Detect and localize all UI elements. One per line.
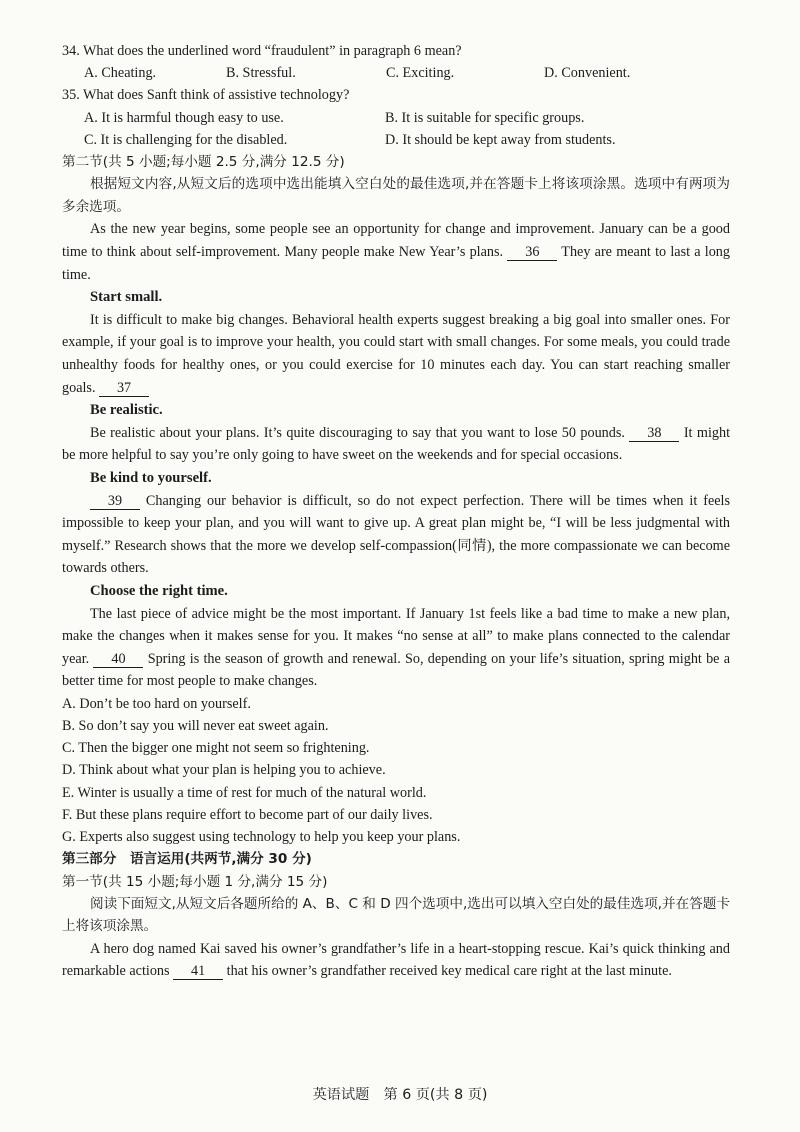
intro-text: As the new year begins, some people see an opportunity for change and improvement. January can be a good time to think about self-improvement. Many people make New Year’s plans. (62, 221, 730, 260)
heading-be-kind: Be kind to yourself. (90, 469, 212, 486)
answer-option-c: C. Then the bigger one might not seem so frightening. (62, 740, 370, 757)
paragraph-be-kind (62, 490, 730, 580)
q35-options-row2 (62, 129, 730, 151)
answer-options (62, 693, 730, 848)
answer-option-b: B. So don’t say you will never eat sweet again. (62, 718, 329, 735)
p4b-text: Spring is the season of growth and renewal. So, depending on your life’s situation, spring might be a better time for most people to make changes. (62, 650, 731, 690)
passage-intro (62, 218, 730, 286)
section2-title: 第二节(共 5 小题;每小题 2.5 分,满分 12.5 分) (62, 154, 345, 171)
p2b-text: It might be more helpful to say you’re only going to have sweet on the weekends and for special occasions. (62, 424, 731, 464)
blank-36: 36 (507, 244, 557, 261)
part3-title: 第三部分 语言运用(共两节,满分 30 分) (62, 851, 312, 868)
section2-instruction: 根据短文内容,从短文后的选项中选出能填入空白处的最佳选项,并在答题卡上将该项涂黑。选项中有两项为多余选项。 (62, 176, 730, 215)
q34-option-d: D. Convenient. (544, 65, 631, 82)
answer-option-f: F. But these plans require effort to become part of our daily lives. (62, 806, 433, 823)
q35-option-a: A. It is harmful though easy to use. (84, 109, 284, 126)
paragraph-be-realistic (62, 422, 730, 467)
part3-section1-title: 第一节(共 15 小题;每小题 1 分,满分 15 分) (62, 873, 328, 890)
blank-39: 39 (90, 493, 140, 510)
q35-stem: 35. What does Sanft think of assistive technology? (62, 87, 350, 104)
page-footer: 英语试题 第 6 页(共 8 页) (312, 1087, 488, 1103)
blank-38: 38 (629, 425, 679, 442)
p3-text: Changing our behavior is difficult, so do not expect perfection. There will be times when it feels impossible to keep your plan, and you will want to give up. A great plan might be, “I will be less judgmental with myself.” Research shows that the more we develop self-compassion(同情), the more compassionate we can become towards others. (62, 492, 730, 577)
answer-option-a: A. Don’t be too hard on yourself. (62, 695, 251, 712)
page-content (62, 40, 730, 983)
p4a-text: The last piece of advice might be the most important. If January 1st feels like a bad time to make a new plan, make the changes when it makes sense for you. It makes “no sense at all” to make plans connected to the calendar year. (62, 605, 730, 667)
blank-41: 41 (173, 963, 223, 980)
paragraph-hero-dog (62, 938, 730, 983)
paragraph-start-small (62, 309, 730, 399)
paragraph-right-time (62, 603, 730, 693)
blank-37: 37 (99, 380, 149, 397)
p1-text: It is difficult to make big changes. Behavioral health experts suggest breaking a big goal into smaller ones. For example, if your goal is to improve your health, you could start with small changes. For some meals, you could trade unhealthy foods for healthy ones, or you could exercise for 10 minutes each day. You can start reaching smaller goals. (62, 311, 730, 396)
q35-option-b: B. It is suitable for specific groups. (385, 109, 585, 126)
heading-start-small: Start small. (90, 289, 163, 306)
q34-stem: 34. What does the underlined word “fraudulent” in paragraph 6 mean? (62, 43, 462, 59)
q35-options-row1 (62, 107, 730, 129)
q35-option-c: C. It is challenging for the disabled. (84, 131, 288, 148)
heading-right-time: Choose the right time. (90, 582, 228, 599)
blank-40: 40 (93, 651, 143, 668)
heading-be-realistic: Be realistic. (90, 402, 163, 419)
q35-option-d: D. It should be kept away from students. (385, 131, 616, 148)
q34-option-b: B. Stressful. (226, 65, 296, 82)
part3-instruction: 阅读下面短文,从短文后各题所给的 A、B、C 和 D 四个选项中,选出可以填入空白处的最佳选项,并在答题卡上将该项涂黑。 (62, 895, 730, 935)
answer-option-g: G. Experts also suggest using technology to help you keep your plans. (62, 829, 461, 846)
q34-option-c: C. Exciting. (386, 65, 455, 82)
intro-tail: They are meant to last a long time. (62, 244, 730, 283)
answer-option-d: D. Think about what your plan is helping you to achieve. (62, 762, 386, 779)
p5a-text: A hero dog named Kai saved his owner’s grandfather’s life in a heart-stopping rescue. Kai’s quick thinking and remarkable actions (62, 940, 730, 980)
answer-option-e: E. Winter is usually a time of rest for much of the natural world. (62, 784, 427, 801)
p2a-text: Be realistic about your plans. It’s quite discouraging to say that you want to lose 50 pounds. (90, 424, 625, 441)
q34-option-a: A. Cheating. (84, 65, 157, 82)
q34-options (62, 62, 730, 84)
p5b-text: that his owner’s grandfather received key medical care right at the last minute. (226, 963, 672, 980)
